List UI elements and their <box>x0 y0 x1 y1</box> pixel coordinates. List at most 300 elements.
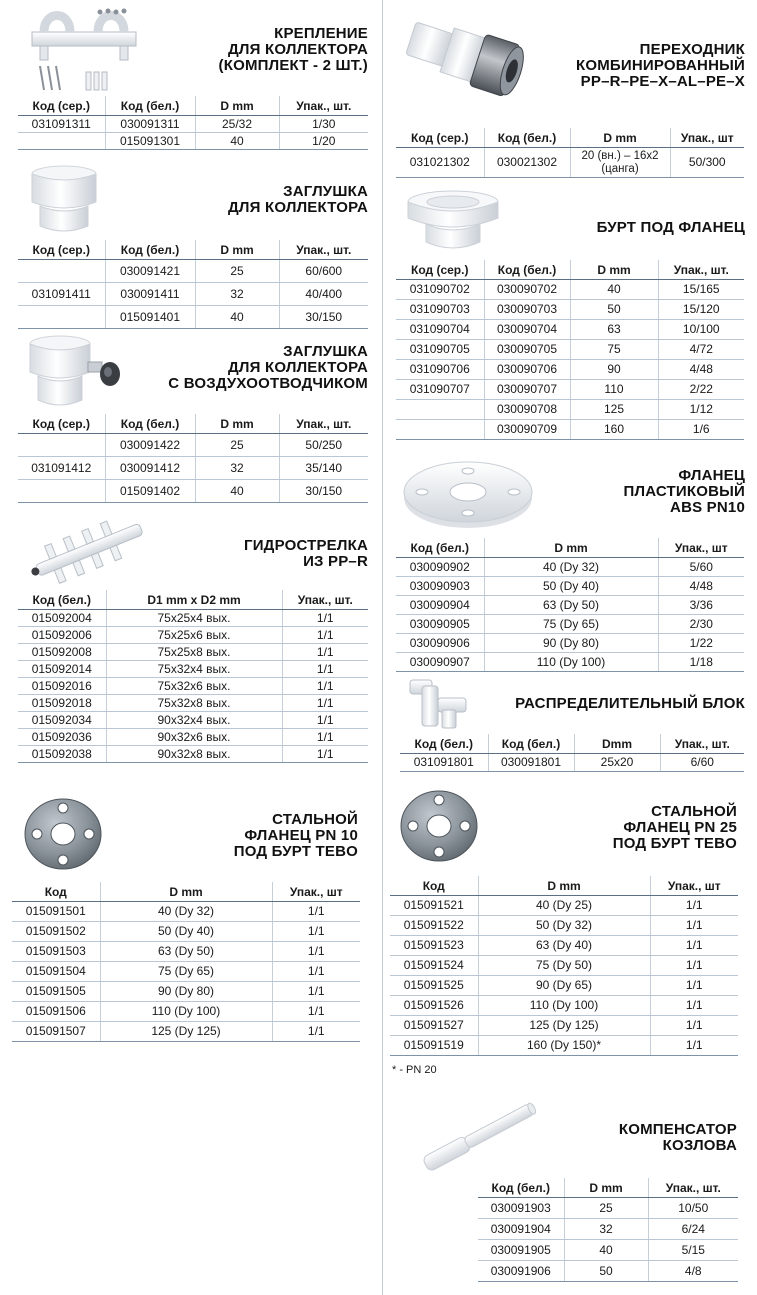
table-cell: 1/1 <box>272 962 360 982</box>
table-cell: 030091411 <box>105 283 195 306</box>
table-row <box>396 340 744 360</box>
table-cell: 3/36 <box>658 596 744 615</box>
table-row <box>478 1219 738 1240</box>
product-hydraulic-separator <box>0 512 370 772</box>
table-cell: 30/150 <box>279 306 368 329</box>
table-row <box>18 116 368 133</box>
table-row <box>396 420 744 440</box>
table-cell: 40 <box>195 306 279 329</box>
column-header: Код (бел.) <box>400 734 488 754</box>
table-row <box>390 1016 738 1036</box>
column-header: D mm <box>195 414 279 434</box>
table-cell: 1/1 <box>282 678 368 695</box>
table-row <box>18 661 368 678</box>
table-row <box>396 320 744 340</box>
table-cell: 110 <box>570 380 658 400</box>
table-cell: 75 (Dy 65) <box>484 615 658 634</box>
column-header: Код (сер.) <box>18 96 105 116</box>
table-row <box>18 434 368 457</box>
table-cell: 030091422 <box>105 434 195 457</box>
column-header: Код (бел.) <box>396 538 484 558</box>
right-column <box>380 0 757 1295</box>
table-cell: 4/72 <box>658 340 744 360</box>
table-row <box>396 596 744 615</box>
table-cell: 030091412 <box>105 457 195 480</box>
table-cell: 015091521 <box>390 896 478 916</box>
table-cell: 015091401 <box>105 306 195 329</box>
table-cell: 015091503 <box>12 942 100 962</box>
table-cell: 1/22 <box>658 634 744 653</box>
table-cell: 1/1 <box>272 922 360 942</box>
table-cell: 50/300 <box>670 148 744 178</box>
table-cell: 1/1 <box>650 976 738 996</box>
table-cell: 25 <box>564 1198 648 1219</box>
collector-plug-air-vent-icon <box>24 334 124 410</box>
column-header: Упак., шт. <box>279 240 368 260</box>
steel-flange-pn10-title: СТАЛЬНОЙ ФЛАНЕЦ PN 10 ПОД БУРТ TEBO <box>233 811 358 860</box>
table-cell: 30/150 <box>279 480 368 503</box>
table-row <box>390 896 738 916</box>
steel-flange-pn10-table <box>12 882 360 1042</box>
table-cell: 75 (Dy 50) <box>478 956 650 976</box>
table-cell: 90x32x8 вых. <box>106 746 282 763</box>
table-cell: 015091504 <box>12 962 100 982</box>
table-cell: 030090707 <box>484 380 570 400</box>
table-cell: 1/1 <box>282 644 368 661</box>
table-row <box>18 644 368 661</box>
table-cell: 030090708 <box>484 400 570 420</box>
table-cell: 1/1 <box>650 996 738 1016</box>
table-cell: 40 <box>195 133 279 150</box>
distribution-block-icon <box>402 672 472 732</box>
table-cell: 1/1 <box>650 936 738 956</box>
product-combined-adapter <box>380 0 757 182</box>
product-collector-plug <box>0 160 370 330</box>
kozlov-compensator-title: КОМПЕНСАТОР КОЗЛОВА <box>618 1121 737 1154</box>
table-cell: 031090703 <box>396 300 484 320</box>
table-cell: 1/1 <box>650 956 738 976</box>
table-cell: 1/1 <box>272 1022 360 1042</box>
table-row <box>18 627 368 644</box>
product-kozlov-compensator <box>380 1086 757 1295</box>
table-cell: 031021302 <box>396 148 484 178</box>
collector-clamp-kit-icon <box>26 2 146 94</box>
table-cell: 125 <box>570 400 658 420</box>
table-row <box>390 956 738 976</box>
column-header: D mm <box>100 882 272 902</box>
table-cell: 031090706 <box>396 360 484 380</box>
table-cell: 90x32x6 вых. <box>106 729 282 746</box>
column-header: Упак., шт. <box>660 734 744 754</box>
collector-plug-title: ЗАГЛУШКА ДЛЯ КОЛЛЕКТОРА <box>228 183 368 216</box>
table-cell <box>18 260 105 283</box>
table-cell: 50 <box>570 300 658 320</box>
collector-plug-air-vent-table <box>18 414 368 503</box>
table-cell: 030091311 <box>105 116 195 133</box>
table-row <box>396 615 744 634</box>
table-cell: 015091526 <box>390 996 478 1016</box>
table-header-row <box>400 734 744 754</box>
column-header: D mm <box>570 128 670 148</box>
column-header: D1 mm x D2 mm <box>106 590 282 610</box>
table-cell: 50 (Dy 40) <box>100 922 272 942</box>
combined-adapter-icon <box>404 14 534 100</box>
table-cell: 1/1 <box>282 627 368 644</box>
table-cell: 1/1 <box>282 729 368 746</box>
table-header-row <box>396 128 744 148</box>
table-cell: 015091301 <box>105 133 195 150</box>
table-cell: 015091525 <box>390 976 478 996</box>
table-cell: 030091906 <box>478 1261 564 1282</box>
table-cell: 030091801 <box>488 754 574 772</box>
column-header: Код (бел.) <box>484 128 570 148</box>
table-cell: 030090709 <box>484 420 570 440</box>
table-row <box>18 283 368 306</box>
table-cell: 63 (Dy 40) <box>478 936 650 956</box>
table-cell <box>18 133 105 150</box>
table-row <box>478 1198 738 1219</box>
table-row <box>400 754 744 772</box>
table-cell: 030090902 <box>396 558 484 577</box>
table-row <box>18 260 368 283</box>
table-header-row <box>478 1178 738 1198</box>
table-cell: 125 (Dy 125) <box>100 1022 272 1042</box>
table-cell: 015091522 <box>390 916 478 936</box>
column-header: Код <box>12 882 100 902</box>
table-cell: 015091502 <box>12 922 100 942</box>
table-cell: 15/165 <box>658 280 744 300</box>
table-cell: 030091421 <box>105 260 195 283</box>
column-header: Код (бел.) <box>478 1178 564 1198</box>
table-row <box>396 380 744 400</box>
table-cell: 030090706 <box>484 360 570 380</box>
table-header-row <box>18 414 368 434</box>
column-header: D mm <box>570 260 658 280</box>
plastic-flange-title: ФЛАНЕЦ ПЛАСТИКОВЫЙ ABS PN10 <box>623 467 745 516</box>
combined-adapter-table <box>396 128 744 178</box>
table-cell: 015092014 <box>18 661 106 678</box>
table-cell: 1/1 <box>272 902 360 922</box>
collector-plug-air-vent-title: ЗАГЛУШКА ДЛЯ КОЛЛЕКТОРА С ВОЗДУХООТВОДЧИКОМ <box>168 343 368 392</box>
table-row <box>396 400 744 420</box>
table-cell: 75x32x6 вых. <box>106 678 282 695</box>
table-cell: 1/1 <box>272 942 360 962</box>
table-cell: 40 <box>564 1240 648 1261</box>
column-header: Код (бел.) <box>105 414 195 434</box>
table-cell: 25/32 <box>195 116 279 133</box>
column-header: D mm <box>484 538 658 558</box>
table-cell <box>18 480 105 503</box>
table-cell: 25x20 <box>574 754 660 772</box>
collector-clamp-title: КРЕПЛЕНИЕ ДЛЯ КОЛЛЕКТОРА (КОМПЛЕКТ - 2 ШТ.) <box>218 25 368 74</box>
table-cell: 160 (Dy 150)* <box>478 1036 650 1056</box>
table-cell: 1/1 <box>282 746 368 763</box>
column-header: Упак., шт <box>658 538 744 558</box>
product-distribution-block <box>380 672 757 776</box>
table-cell: 160 <box>570 420 658 440</box>
column-header: D mm <box>478 876 650 896</box>
table-cell <box>396 400 484 420</box>
table-cell: 75 (Dy 65) <box>100 962 272 982</box>
table-cell: 40/400 <box>279 283 368 306</box>
table-cell: 40 (Dy 25) <box>478 896 650 916</box>
table-row <box>390 996 738 1016</box>
column-header: Упак., шт <box>272 882 360 902</box>
column-header: Упак., шт <box>670 128 744 148</box>
table-row <box>390 916 738 936</box>
column-header: Код (сер.) <box>396 128 484 148</box>
table-cell: 90 (Dy 80) <box>100 982 272 1002</box>
table-cell: 75x25x8 вых. <box>106 644 282 661</box>
column-header: D mm <box>195 96 279 116</box>
flange-collar-title: БУРТ ПОД ФЛАНЕЦ <box>596 219 745 236</box>
table-row <box>12 962 360 982</box>
table-row <box>396 634 744 653</box>
table-row <box>12 922 360 942</box>
steel-flange-pn25-title: СТАЛЬНОЙ ФЛАНЕЦ PN 25 ПОД БУРТ TEBO <box>612 803 737 852</box>
table-row <box>18 306 368 329</box>
table-row <box>396 148 744 178</box>
table-cell: 015091507 <box>12 1022 100 1042</box>
table-cell: 030090703 <box>484 300 570 320</box>
table-cell: 1/6 <box>658 420 744 440</box>
table-cell: 10/50 <box>648 1198 738 1219</box>
table-cell: 110 (Dy 100) <box>484 653 658 672</box>
column-header: Упак., шт <box>650 876 738 896</box>
table-cell: 031090707 <box>396 380 484 400</box>
table-row <box>18 610 368 627</box>
table-cell: 1/18 <box>658 653 744 672</box>
table-cell: 1/1 <box>282 712 368 729</box>
table-cell: 5/15 <box>648 1240 738 1261</box>
table-cell: 1/1 <box>272 982 360 1002</box>
column-header: Код (бел.) <box>105 96 195 116</box>
steel-flange-pn10-icon <box>22 796 104 872</box>
table-cell: 6/24 <box>648 1219 738 1240</box>
column-header: Упак., шт. <box>279 414 368 434</box>
table-cell: 030091903 <box>478 1198 564 1219</box>
column-header: Код (бел.) <box>484 260 570 280</box>
table-cell: 75x32x4 вых. <box>106 661 282 678</box>
flange-collar-table <box>396 260 744 440</box>
table-cell: 030021302 <box>484 148 570 178</box>
table-cell: 60/600 <box>279 260 368 283</box>
table-cell: 32 <box>195 457 279 480</box>
table-row <box>12 1022 360 1042</box>
product-collector-plug-air-vent <box>0 332 370 512</box>
hydraulic-separator-title: ГИДРОСТРЕЛКА ИЗ PP–R <box>244 537 368 570</box>
table-cell: 2/22 <box>658 380 744 400</box>
table-cell: 030090705 <box>484 340 570 360</box>
table-cell: 5/60 <box>658 558 744 577</box>
product-flange-collar <box>380 182 757 442</box>
combined-adapter-title: ПЕРЕХОДНИК КОМБИНИРОВАННЫЙ PP–R–PE–X–AL–PE–X <box>575 41 745 90</box>
table-cell: 1/1 <box>650 1036 738 1056</box>
table-cell: 030090702 <box>484 280 570 300</box>
table-cell: 63 <box>570 320 658 340</box>
table-row <box>478 1240 738 1261</box>
distribution-block-table <box>400 734 744 772</box>
table-cell: 40 (Dy 32) <box>484 558 658 577</box>
table-cell: 1/20 <box>279 133 368 150</box>
table-row <box>396 558 744 577</box>
table-cell: 1/1 <box>650 896 738 916</box>
column-header: Код (бел.) <box>105 240 195 260</box>
table-cell: 90 <box>570 360 658 380</box>
table-cell: 50/250 <box>279 434 368 457</box>
column-header: Dmm <box>574 734 660 754</box>
plastic-flange-table <box>396 538 744 672</box>
table-cell: 015092006 <box>18 627 106 644</box>
pn20-footnote: * - PN 20 <box>392 1064 437 1076</box>
table-cell: 90 (Dy 80) <box>484 634 658 653</box>
table-cell: 1/1 <box>650 1016 738 1036</box>
table-row <box>478 1261 738 1282</box>
table-row <box>12 982 360 1002</box>
table-cell: 15/120 <box>658 300 744 320</box>
product-steel-flange-pn25 <box>380 786 757 1086</box>
table-cell: 6/60 <box>660 754 744 772</box>
table-row <box>396 300 744 320</box>
collector-plug-icon <box>26 164 102 234</box>
table-cell: 50 (Dy 32) <box>478 916 650 936</box>
product-collector-clamp <box>0 0 370 165</box>
table-header-row <box>396 260 744 280</box>
table-cell: 1/30 <box>279 116 368 133</box>
table-header-row <box>390 876 738 896</box>
table-cell: 110 (Dy 100) <box>100 1002 272 1022</box>
table-row <box>18 480 368 503</box>
table-cell: 50 <box>564 1261 648 1282</box>
table-cell: 63 (Dy 50) <box>100 942 272 962</box>
table-cell: 030090704 <box>484 320 570 340</box>
table-cell: 030090905 <box>396 615 484 634</box>
table-cell: 030091904 <box>478 1219 564 1240</box>
column-header: Код <box>390 876 478 896</box>
table-cell: 015092038 <box>18 746 106 763</box>
table-cell: 20 (вн.) – 16x2 (цанга) <box>570 148 670 178</box>
table-row <box>18 729 368 746</box>
table-header-row <box>396 538 744 558</box>
table-row <box>18 457 368 480</box>
table-cell: 015092004 <box>18 610 106 627</box>
table-cell: 031090702 <box>396 280 484 300</box>
column-header: D mm <box>564 1178 648 1198</box>
table-cell: 2/30 <box>658 615 744 634</box>
column-header: Код (бел.) <box>488 734 574 754</box>
table-cell: 015091519 <box>390 1036 478 1056</box>
table-cell: 015091506 <box>12 1002 100 1022</box>
column-header: Упак., шт. <box>282 590 368 610</box>
table-cell <box>396 420 484 440</box>
kozlov-compensator-icon <box>410 1090 550 1180</box>
table-row <box>18 133 368 150</box>
table-cell: 1/1 <box>282 661 368 678</box>
table-cell: 015091501 <box>12 902 100 922</box>
table-cell: 10/100 <box>658 320 744 340</box>
table-cell: 4/48 <box>658 577 744 596</box>
table-cell: 75x25x4 вых. <box>106 610 282 627</box>
table-header-row <box>18 96 368 116</box>
column-header: D mm <box>195 240 279 260</box>
table-row <box>396 653 744 672</box>
hydraulic-separator-icon <box>24 512 154 590</box>
column-header: Код (сер.) <box>18 414 105 434</box>
table-cell: 1/1 <box>272 1002 360 1022</box>
table-cell: 50 (Dy 40) <box>484 577 658 596</box>
column-header: Код (сер.) <box>18 240 105 260</box>
table-cell: 40 <box>195 480 279 503</box>
table-row <box>396 280 744 300</box>
distribution-block-title: РАСПРЕДЕЛИТЕЛЬНЫЙ БЛОК <box>515 695 745 712</box>
table-cell: 015091402 <box>105 480 195 503</box>
hydraulic-separator-table <box>18 590 368 763</box>
table-cell: 90 (Dy 65) <box>478 976 650 996</box>
table-cell: 015091505 <box>12 982 100 1002</box>
steel-flange-pn25-table <box>390 876 738 1056</box>
table-cell: 90x32x4 вых. <box>106 712 282 729</box>
column-header: Код (сер.) <box>396 260 484 280</box>
table-cell: 031091801 <box>400 754 488 772</box>
table-cell: 75x32x8 вых. <box>106 695 282 712</box>
table-row <box>18 746 368 763</box>
table-cell: 015092016 <box>18 678 106 695</box>
table-row <box>18 695 368 712</box>
table-cell: 1/1 <box>282 610 368 627</box>
table-cell: 031090705 <box>396 340 484 360</box>
table-header-row <box>18 590 368 610</box>
flange-collar-icon <box>404 188 502 254</box>
table-cell: 015091524 <box>390 956 478 976</box>
table-row <box>390 1036 738 1056</box>
table-row <box>396 360 744 380</box>
table-cell: 25 <box>195 260 279 283</box>
table-row <box>12 1002 360 1022</box>
column-header: Упак., шт. <box>648 1178 738 1198</box>
table-row <box>390 936 738 956</box>
table-cell: 030090903 <box>396 577 484 596</box>
table-cell: 030090907 <box>396 653 484 672</box>
table-row <box>12 942 360 962</box>
table-cell <box>18 306 105 329</box>
collector-plug-table <box>18 240 368 329</box>
table-cell: 4/48 <box>658 360 744 380</box>
table-cell: 015091527 <box>390 1016 478 1036</box>
table-cell: 015092008 <box>18 644 106 661</box>
table-header-row <box>18 240 368 260</box>
table-cell: 125 (Dy 125) <box>478 1016 650 1036</box>
table-cell: 40 (Dy 32) <box>100 902 272 922</box>
kozlov-compensator-table <box>478 1178 738 1282</box>
table-cell: 1/12 <box>658 400 744 420</box>
product-steel-flange-pn10 <box>0 790 370 1060</box>
table-cell: 015091523 <box>390 936 478 956</box>
plastic-flange-icon <box>400 458 536 532</box>
column-header: Упак., шт. <box>658 260 744 280</box>
table-cell: 32 <box>564 1219 648 1240</box>
table-cell: 015092034 <box>18 712 106 729</box>
table-row <box>390 976 738 996</box>
table-cell: 35/140 <box>279 457 368 480</box>
table-header-row <box>12 882 360 902</box>
column-header: Упак., шт. <box>279 96 368 116</box>
table-cell: 030090906 <box>396 634 484 653</box>
table-row <box>396 577 744 596</box>
table-cell: 40 <box>570 280 658 300</box>
table-cell: 015092018 <box>18 695 106 712</box>
table-cell: 030091905 <box>478 1240 564 1261</box>
table-cell: 1/1 <box>650 916 738 936</box>
